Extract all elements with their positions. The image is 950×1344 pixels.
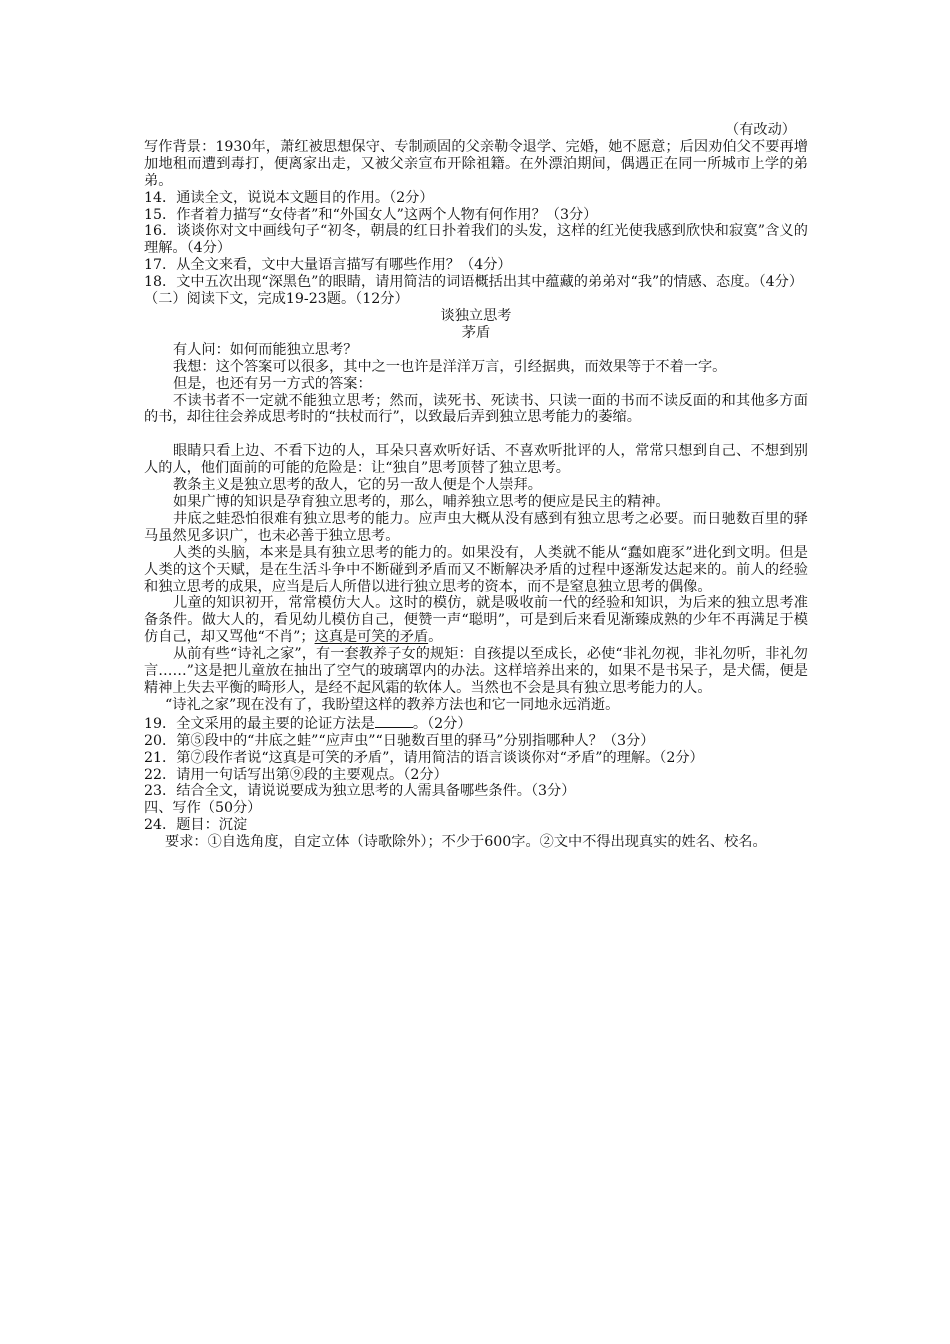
question-22: 22．请用一句话写出第⑨段的主要观点。（2分） bbox=[144, 766, 448, 783]
essay-paragraph-6: 人类的头脑，本来是具有独立思考的能力的。如果没有，人类就不能从“蠢如鹿豕”进化到文明。但是人类的这个天赋，是在生活斗争中不断碰到矛盾而又不断解决矛盾的过程中逐渐发达起来的。前人的经验和独立思考的成果，应当是后人所借以进行独立思考的资本，而不是窒息独立思考的偶像。 bbox=[144, 544, 808, 595]
question-15: 15．作者着力描写“女侍者”和“外国女人”这两个人物有何作用？（3分） bbox=[144, 206, 598, 223]
question-17: 17．从全文来看，文中大量语言描写有哪些作用？（4分） bbox=[144, 257, 512, 274]
essay-paragraph-but: 但是，也还有另一方式的答案： bbox=[173, 375, 372, 392]
paragraph-7-text: 儿童的知识初开，常常模仿大人。这时的模仿，就是吸收前一代的经验和知识，为后来的独立思考准备条件。做大人的，看见幼儿模仿自己，便赞一声“聪明”，可是到后来看见渐臻成熟的少年不再满足于模仿自己，却又骂他“不肖”； bbox=[144, 595, 808, 646]
question-19-points: 。（2分） bbox=[412, 715, 472, 732]
essay-paragraph-5: 井底之蛙恐怕很难有独立思考的能力。应声虫大概从没有感到有独立思考之必要。而日驰数百里的驿马虽然见多识广，也未必善于独立思考。 bbox=[144, 510, 808, 544]
writing-topic: 24．题目：沉淀 bbox=[144, 817, 248, 834]
essay-paragraph-3: 教条主义是独立思考的敌人，它的另一敌人便是个人崇拜。 bbox=[173, 477, 542, 494]
essay-paragraph-ask: 有人问：如何而能独立思考？ bbox=[173, 341, 358, 358]
question-18: 18．文中五次出现“深黑色”的眼睛，请用简洁的词语概括出其中蕴藏的弟弟对“我”的情感、态度。（4分） bbox=[144, 274, 804, 291]
question-16: 16．谈谈你对文中画线句子“初冬，朝晨的红日扑着我们的头发，这样的红光使我感到欣快和寂寞”含义的理解。（4分） bbox=[144, 223, 808, 257]
question-19-text: 19．全文采用的最主要的论证方法是 bbox=[144, 715, 375, 732]
underlined-sentence: 这真是可笑的矛盾 bbox=[314, 629, 429, 646]
paragraph-7-end: 。 bbox=[428, 629, 443, 646]
question-19 bbox=[144, 714, 808, 733]
question-23: 23．结合全文，请说说要成为独立思考的人需具备哪些条件。（3分） bbox=[144, 783, 576, 800]
writing-heading: 四、写作（50分） bbox=[144, 800, 262, 817]
essay-paragraph-4: 如果广博的知识是孕育独立思考的，那么，哺养独立思考的便应是民主的精神。 bbox=[173, 494, 670, 511]
answer-blank bbox=[375, 714, 413, 728]
essay-title: 谈独立思考 bbox=[440, 307, 512, 324]
essay-paragraph-8: 从前有些“诗礼之家”，有一套教养子女的规矩：自孩提以至成长，必使“非礼勿视，非礼勿听，非礼勿言……”这是把儿童放在抽出了空气的玻璃罩内的办法。这样培养出来的，如果不是书呆子，是犬儒，便是精神上失去平衡的畸形人，是经不起风霜的软体人。当然也不会是具有独立思考能力的人。 bbox=[144, 646, 808, 696]
exam-page bbox=[144, 122, 808, 851]
writing-background: 写作背景：1930年，萧红被思想保守、专制顽固的父亲勒令退学、完婚，她不愿意；后因劝伯父不要再增加地租而遭到毒打，便离家出走，又被父亲宣布开除祖籍。在外漂泊期间，偶遇正在同一所城市上学的弟弟。 bbox=[144, 138, 808, 189]
essay-paragraph-think: 我想：这个答案可以很多，其中之一也许是洋洋万言，引经据典，而效果等于不着一字。 bbox=[173, 358, 727, 375]
question-14: 14．通读全文，说说本文题目的作用。（2分） bbox=[144, 189, 434, 206]
writing-requirements: 要求：①自选角度，自定立体（诗歌除外）；不少于600字。②文中不得出现真实的姓名、校名。 bbox=[165, 834, 767, 851]
question-21: 21．第⑦段作者说“这真是可笑的矛盾”，请用简洁的语言谈谈你对“矛盾”的理解。（2分） bbox=[144, 749, 704, 766]
essay-paragraph-1: 不读书者不一定就不能独立思考；然而，读死书、死读书、只读一面的书而不读反面的和其他多方面的书，却往往会养成思考时的“扶杖而行”，以致最后弄到独立思考能力的萎缩。 bbox=[144, 392, 808, 426]
essay-paragraph-2: 眼睛只看上边、不看下边的人，耳朵只喜欢听好话、不喜欢听批评的人，常常只想到自己、不想到别人的人，他们面前的可能的危险是：让“独自”思考顶替了独立思考。 bbox=[144, 443, 808, 477]
question-20: 20．第⑤段中的“井底之蛙”“应声虫”“日驰数百里的驿马”分别指哪种人？（3分） bbox=[144, 732, 655, 749]
paragraph-gap bbox=[144, 426, 808, 443]
essay-author: 茅盾 bbox=[461, 324, 491, 341]
essay-paragraph-9: “诗礼之家”现在没有了，我盼望这样的教养方法也和它一同地永远消逝。 bbox=[165, 696, 620, 713]
section-2-heading: （二）阅读下文，完成19-23题。（12分） bbox=[144, 291, 409, 308]
essay-paragraph-7 bbox=[144, 595, 808, 646]
revision-note: （有改动） bbox=[725, 122, 796, 138]
